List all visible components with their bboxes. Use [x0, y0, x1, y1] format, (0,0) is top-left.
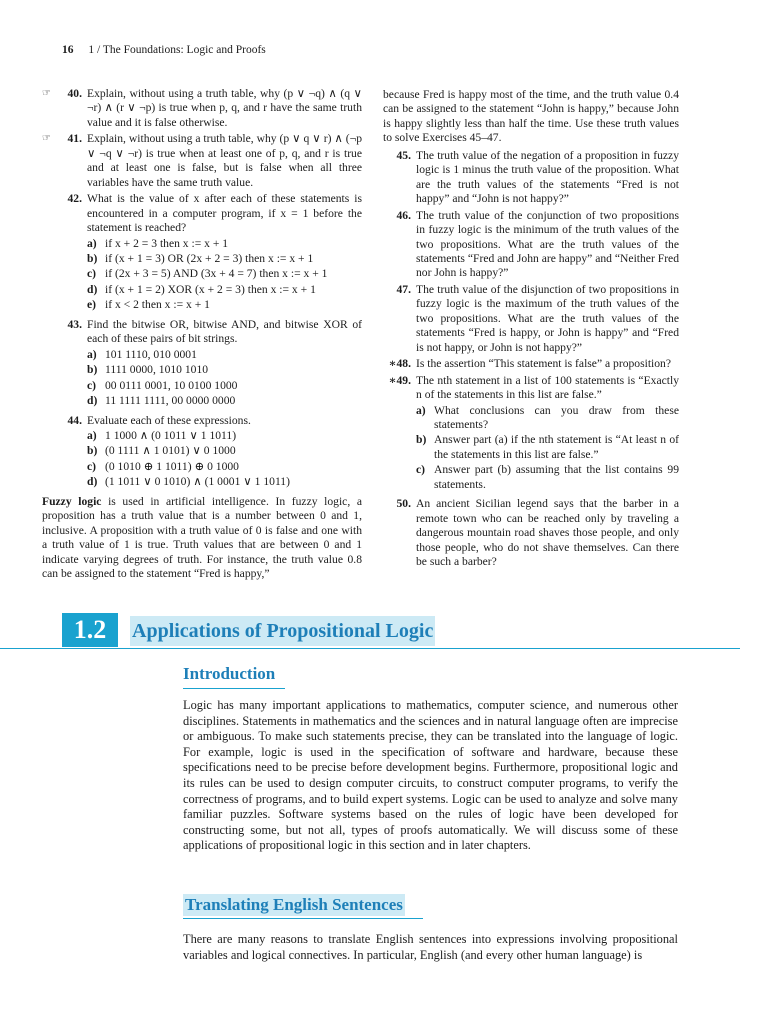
- exercise-text: Explain, without using a truth table, why (p ∨ q ∨ r) ∧ (¬p ∨ ¬q ∨ ¬r) is true when at least one of p, q, and r is true and at least one is false, but is false when all three variables have the same truth value.: [87, 132, 362, 189]
- section-divider: [0, 648, 740, 649]
- exercise-part: b) Answer part (a) if the nth statement is “At least n of the statements in this list are false.”: [416, 433, 679, 461]
- subsection-divider: [183, 918, 423, 919]
- exercise-part: a) 101 1110, 010 0001: [87, 347, 197, 361]
- exercise-text: The truth value of the negation of a proposition in fuzzy logic is 1 minus the truth value of the proposition. What are the truth values of the statements “Fred is not happy” and “John is not happy?”: [416, 148, 679, 206]
- exercise-part: c) (0 1010 ⊕ 1 1011) ⊕ 0 1000: [87, 459, 239, 473]
- fuzzy-logic-continuation: because Fred is happy most of the time, and the truth value 0.4 can be assigned to the statement “John is happy,” because John is happy slightly less than half the time. Use these truth values to solve Exercises 45–47.: [383, 88, 679, 145]
- introduction-heading: Introduction: [183, 664, 285, 689]
- exercise-text: Is the assertion “This statement is false” a proposition?: [416, 357, 671, 371]
- exercise-number: 44.: [67, 413, 82, 427]
- exercise-40: [42, 87, 362, 130]
- exercise-number: 46.: [396, 208, 411, 222]
- exercise-part: e) if x < 2 then x := x + 1: [87, 298, 210, 312]
- exercise-42: [42, 192, 362, 316]
- exercise-number: 42.: [67, 192, 82, 206]
- exercise-text: The nth statement in a list of 100 statements is “Exactly n of the statements in this list are false.”: [416, 373, 679, 402]
- exercise-48: [383, 357, 679, 371]
- exercise-part: c) Answer part (b) assuming that the list contains 99 statements.: [416, 463, 679, 491]
- exercise-part: a) 1 1000 ∧ (0 1011 ∨ 1 1011): [87, 428, 237, 442]
- section-heading: [62, 612, 678, 650]
- exercise-41: [42, 132, 362, 190]
- exercise-part: c) 00 0111 0001, 10 0100 1000: [87, 378, 238, 392]
- pointing-hand-icon: ☞: [42, 88, 51, 99]
- section-number: 1.2: [62, 613, 118, 647]
- left-column: [42, 87, 362, 582]
- pointing-hand-icon: ☞: [42, 133, 51, 145]
- exercise-parts: [87, 237, 362, 313]
- exercise-parts: [416, 404, 679, 493]
- exercise-number: 50.: [396, 497, 411, 511]
- right-column: [383, 87, 679, 572]
- exercise-part: a) What conclusions can you draw from these statements?: [416, 403, 679, 431]
- exercise-part: c) if (2x + 3 = 5) AND (3x + 4 = 7) then x := x + 1: [87, 267, 328, 281]
- translating-paragraph: There are many reasons to translate English sentences into expressions involving propositional variables and logical connectives. In particular, English (and every other human language) is: [183, 932, 678, 962]
- exercise-part: b) 1111 0000, 1010 1010: [87, 363, 209, 377]
- exercise-parts: [87, 429, 362, 490]
- exercise-part: d) 11 1111 1111, 00 0000 0000: [87, 394, 236, 408]
- exercise-number: 40.: [67, 87, 82, 100]
- exercise-50: [383, 497, 679, 569]
- translating-heading: Translating English Sentences: [185, 895, 403, 914]
- exercise-parts: [87, 348, 362, 409]
- exercise-number: 45.: [396, 148, 411, 162]
- exercise-43: [42, 318, 362, 412]
- exercise-number: 47.: [396, 282, 411, 296]
- exercise-text: The truth value of the disjunction of two propositions in fuzzy logic is the maximum of the truth values of the two propositions. What are the truth values of the statements “Fred is happy, or John is happy” and “Fred is not happy, or John is not happy?”: [416, 282, 679, 354]
- exercise-49: [383, 374, 679, 496]
- exercise-part: a) if x + 2 = 3 then x := x + 1: [87, 236, 229, 250]
- exercise-47: [383, 283, 679, 355]
- exercise-text: An ancient Sicilian legend says that the barber in a remote town who can be reached only by traveling a dangerous mountain road shaves those people, and only those people, who do not shave themselves. Can there be such a barber?: [416, 497, 679, 569]
- fuzzy-logic-text: is used in artificial intelligence. In fuzzy logic, a proposition has a truth value that is a number between 0 and 1, inclusive. A proposition with a truth value of 0 is false and one with a truth value of 1 is true. Truth values that are between 0 and 1 indicate varying degrees of truth. For instance, the truth value 0.8 can be assigned to the statement “Fred is happy,”: [42, 494, 362, 581]
- exercise-number: ∗49.: [388, 373, 411, 387]
- exercise-part: b) if (x + 1 = 3) OR (2x + 2 = 3) then x := x + 1: [87, 251, 314, 265]
- exercise-part: d) (1 1011 ∨ 0 1010) ∧ (1 0001 ∨ 1 1011): [87, 475, 290, 489]
- exercise-46: [383, 209, 679, 281]
- page-number: 16: [62, 44, 74, 56]
- exercise-text: The truth value of the conjunction of two propositions in fuzzy logic is the minimum of the truth values of the two propositions. What are the truth values of the statements “Fred and John are happy” and “Neither Fred nor John is happy?”: [416, 208, 679, 280]
- introduction-paragraph: Logic has many important applications to mathematics, computer science, and numerous other disciplines. Statements in mathematics and the sciences and in natural language often are imprecise or ambiguous. To make such statements precise, they can be translated into the language of logic. For example, logic is used in the specification of software and hardware, because these specifications need to be precise before development begins. Furthermore, propositional logic and its rules can be used to design computer circuits, to construct computer programs, to verify the correctness of programs, and to build expert systems. Logic can be used to analyze and solve many familiar puzzles. Software systems based on the rules of logic have been developed for constructing some, but not all, types of proofs automatically. We will discuss some of these applications of propositional logic in this section and in later chapters.: [183, 698, 678, 853]
- section-title: Applications of Propositional Logic: [130, 616, 435, 646]
- exercise-text: What is the value of x after each of these statements is encountered in a computer program, if x = 1 before the statement is reached?: [87, 192, 362, 235]
- fuzzy-logic-paragraph: [42, 495, 362, 582]
- exercise-text: Explain, without using a truth table, why (p ∨ ¬q) ∧ (q ∨ ¬r) ∧ (r ∨ ¬p) is true when p, q, and r have the same truth value and it is false otherwise.: [87, 87, 362, 129]
- running-head: [62, 44, 266, 56]
- exercise-45: [383, 149, 679, 207]
- exercise-44: [42, 414, 362, 493]
- exercise-text: Find the bitwise OR, bitwise AND, and bitwise XOR of each of these pairs of bit strings.: [87, 317, 362, 346]
- exercise-number: 43.: [67, 317, 82, 331]
- exercise-part: b) (0 1111 ∧ 1 0101) ∨ 0 1000: [87, 444, 236, 458]
- exercise-part: d) if (x + 1 = 2) XOR (x + 2 = 3) then x := x + 1: [87, 282, 316, 296]
- chapter-title: 1 / The Foundations: Logic and Proofs: [88, 44, 266, 56]
- exercise-text: Evaluate each of these expressions.: [87, 413, 251, 427]
- exercise-number: 41.: [67, 132, 82, 146]
- fuzzy-logic-term: Fuzzy logic: [42, 494, 102, 508]
- exercise-number: ∗48.: [388, 357, 411, 371]
